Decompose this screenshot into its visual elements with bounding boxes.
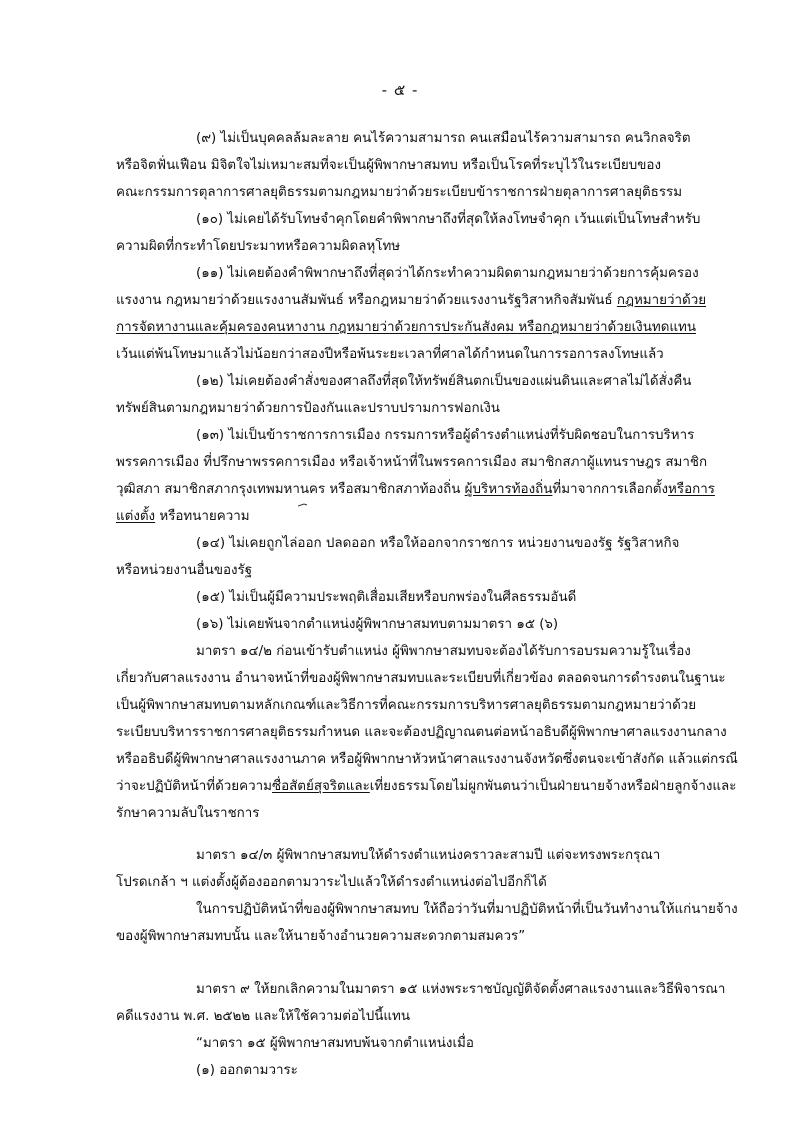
- amended-text: แต่งตั้ง: [116, 509, 156, 524]
- text-line: วุฒิสภา สมาชิกสภากรุงเทพมหานคร หรือสมาชิกสภาท้องถิ่น ผู้บริหารท้องถิ่นที่มาจากการเลือกตั้งหรือการ: [116, 482, 715, 497]
- text-line: (๑๐) ไม่เคยได้รับโทษจำคุกโดยคำพิพากษาถึงที่สุดให้ลงโทษจำคุก เว้นแต่เป็นโทษสำหรับ: [196, 212, 701, 227]
- text-line: (๑๖) ไม่เคยพ้นจากตำแหน่งผู้พิพากษาสมทบตามมาตรา ๑๕ (๖): [196, 617, 559, 632]
- text-line: คณะกรรมการตุลาการศาลยุติธรรมตามกฎหมายว่าด้วยระเบียบข้าราชการฝ่ายตุลาการศาลยุติธรรม: [116, 185, 683, 200]
- text-line: (๑๒) ไม่เคยต้องคำสั่งของศาลถึงที่สุดให้ทรัพย์สินตกเป็นของแผ่นดินและศาลไม่ได้สั่งคืน: [196, 374, 692, 389]
- text-line: หรือจิตฟั่นเฟือน มิจิตใจไม่เหมาะสมที่จะเป็นผู้พิพากษาสมทบ หรือเป็นโรคที่ระบุไว้ในระเบียบของ: [116, 158, 661, 173]
- text-line: [116, 318, 696, 338]
- text-line: (๑๔) ไม่เคยถูกไล่ออก ปลดออก หรือให้ออกจากราชการ หน่วยงานของรัฐ รัฐวิสาหกิจ: [196, 536, 680, 551]
- text-line: เกี่ยวกับศาลแรงงาน อำนาจหน้าที่ของผู้พิพากษาสมทบและระเบียบที่เกี่ยวข้อง ตลอดจนการดำรงตนในฐานะ: [116, 671, 726, 686]
- text-line: หรือหน่วยงานอื่นของรัฐ: [116, 563, 253, 578]
- amended-text: กฎหมายว่าด้วย: [616, 293, 707, 308]
- text-line: (๑๕) ไม่เป็นผู้มีความประพฤติเสื่อมเสียหรือบกพร่องในศีลธรรมอันดี: [196, 590, 577, 605]
- text-line: เว้นแต่พ้นโทษมาแล้วไม่น้อยกว่าสองปีหรือพ้นระยะเวลาที่ศาลได้กำหนดในการรอการลงโทษแล้ว: [116, 347, 664, 362]
- text-line: ในการปฏิบัติหน้าที่ของผู้พิพากษาสมทบ ให้ถือว่าวันที่มาปฏิบัติหน้าที่เป็นวันทำงานให้แก่นายจ้าง: [196, 902, 738, 917]
- text-line: แรงงาน กฎหมายว่าด้วยแรงงานสัมพันธ์ หรือกฎหมายว่าด้วยแรงงานรัฐวิสาหกิจสัมพันธ์ กฎหมายว่าด้วย: [116, 293, 707, 308]
- pen-mark: [298, 503, 308, 507]
- text-line: ว่าจะปฏิบัติหน้าที่ด้วยความซื่อสัตย์สุจริตและเที่ยงธรรมโดยไม่ผูกพันตนว่าเป็นฝ่ายนายจ้างหรือฝ่ายลูกจ้างและ: [116, 779, 737, 794]
- text-line: มาตรา ๑๔/๒ ก่อนเข้ารับตำแหน่ง ผู้พิพากษาสมทบจะต้องได้รับการอบรมความรู้ในเรื่อง: [196, 644, 691, 659]
- text-line: “มาตรา ๑๕ ผู้พิพากษาสมทบพ้นจากตำแหน่งเมื่อ: [196, 1036, 474, 1051]
- text-line: (๙) ไม่เป็นบุคคลล้มละลาย คนไร้ความสามารถ คนเสมือนไร้ความสามารถ คนวิกลจริต: [196, 131, 691, 146]
- amended-text: หรือการ: [668, 482, 715, 497]
- text-line: เป็นผู้พิพากษาสมทบตามหลักเกณฑ์และวิธีการที่คณะกรรมการบริหารศาลยุติธรรมตามกฎหมายว่าด้วย: [116, 698, 697, 713]
- amended-text: ผู้บริหารท้องถิ่น: [464, 482, 553, 497]
- amended-text: ซื่อสัตย์สุจริตและ: [271, 779, 370, 794]
- text-line: ทรัพย์สินตามกฎหมายว่าด้วยการป้องกันและปราบปรามการฟอกเงิน: [116, 401, 500, 416]
- text-line: ระเบียบบริหารราชการศาลยุติธรรมกำหนด และจะต้องปฏิญาณตนต่อหน้าอธิบดีผู้พิพากษาศาลแรงงานกลาง: [116, 725, 727, 740]
- text-line: คดีแรงงาน พ.ศ. ๒๕๒๒ และให้ใช้ความต่อไปนี้แทน: [116, 1009, 411, 1024]
- text-line: โปรดเกล้า ฯ แต่งตั้งผู้ต้องออกตามวาระไปแล้วให้ดำรงตำแหน่งต่อไปอีกก็ได้: [116, 875, 547, 890]
- text-line: ความผิดที่กระทำโดยประมาทหรือความผิดลหุโทษ: [116, 239, 401, 254]
- text-line: พรรคการเมือง ที่ปรึกษาพรรคการเมือง หรือเจ้าหน้าที่ในพรรคการเมือง สมาชิกสภาผู้แทนราษฎร สมาชิก: [116, 455, 708, 470]
- text-line: ของผู้พิพากษาสมทบนั้น และให้นายจ้างอำนวยความสะดวกตามสมควร”: [116, 929, 526, 944]
- text-line: มาตรา ๙ ให้ยกเลิกความในมาตรา ๑๕ แห่งพระราชบัญญัติจัดตั้งศาลแรงงานและวิธีพิจารณา: [196, 982, 726, 997]
- text-line: (๑๓) ไม่เป็นข้าราชการการเมือง กรรมการหรือผู้ดำรงตำแหน่งที่รับผิดชอบในการบริหาร: [196, 428, 695, 443]
- text-line: แต่งตั้ง หรือทนายความ: [116, 509, 250, 524]
- text-line: รักษาความลับในราชการ: [116, 806, 260, 821]
- text-line: (๑) ออกตามวาระ: [196, 1063, 298, 1078]
- amended-text: การจัดหางานและคุ้มครองคนหางาน กฎหมายว่าด้วยการประกันสังคม หรือกฎหมายว่าด้วยเงินทดแทน: [116, 320, 697, 335]
- text-line: หรืออธิบดีผู้พิพากษาศาลแรงงานภาค หรือผู้พิพากษาหัวหน้าศาลแรงงานจังหวัดซึ่งตนจะเข้าสังกัด แล้วแต่กรณี: [116, 752, 738, 767]
- text-line: (๑๑) ไม่เคยต้องคำพิพากษาถึงที่สุดว่าได้กระทำความผิดตามกฎหมายว่าด้วยการคุ้มครอง: [196, 266, 699, 281]
- text-line: มาตรา ๑๔/๓ ผู้พิพากษาสมทบให้ดำรงตำแหน่งคราวละสามปี แต่จะทรงพระกรุณา: [196, 848, 661, 863]
- page-number: - ๕ -: [381, 81, 419, 99]
